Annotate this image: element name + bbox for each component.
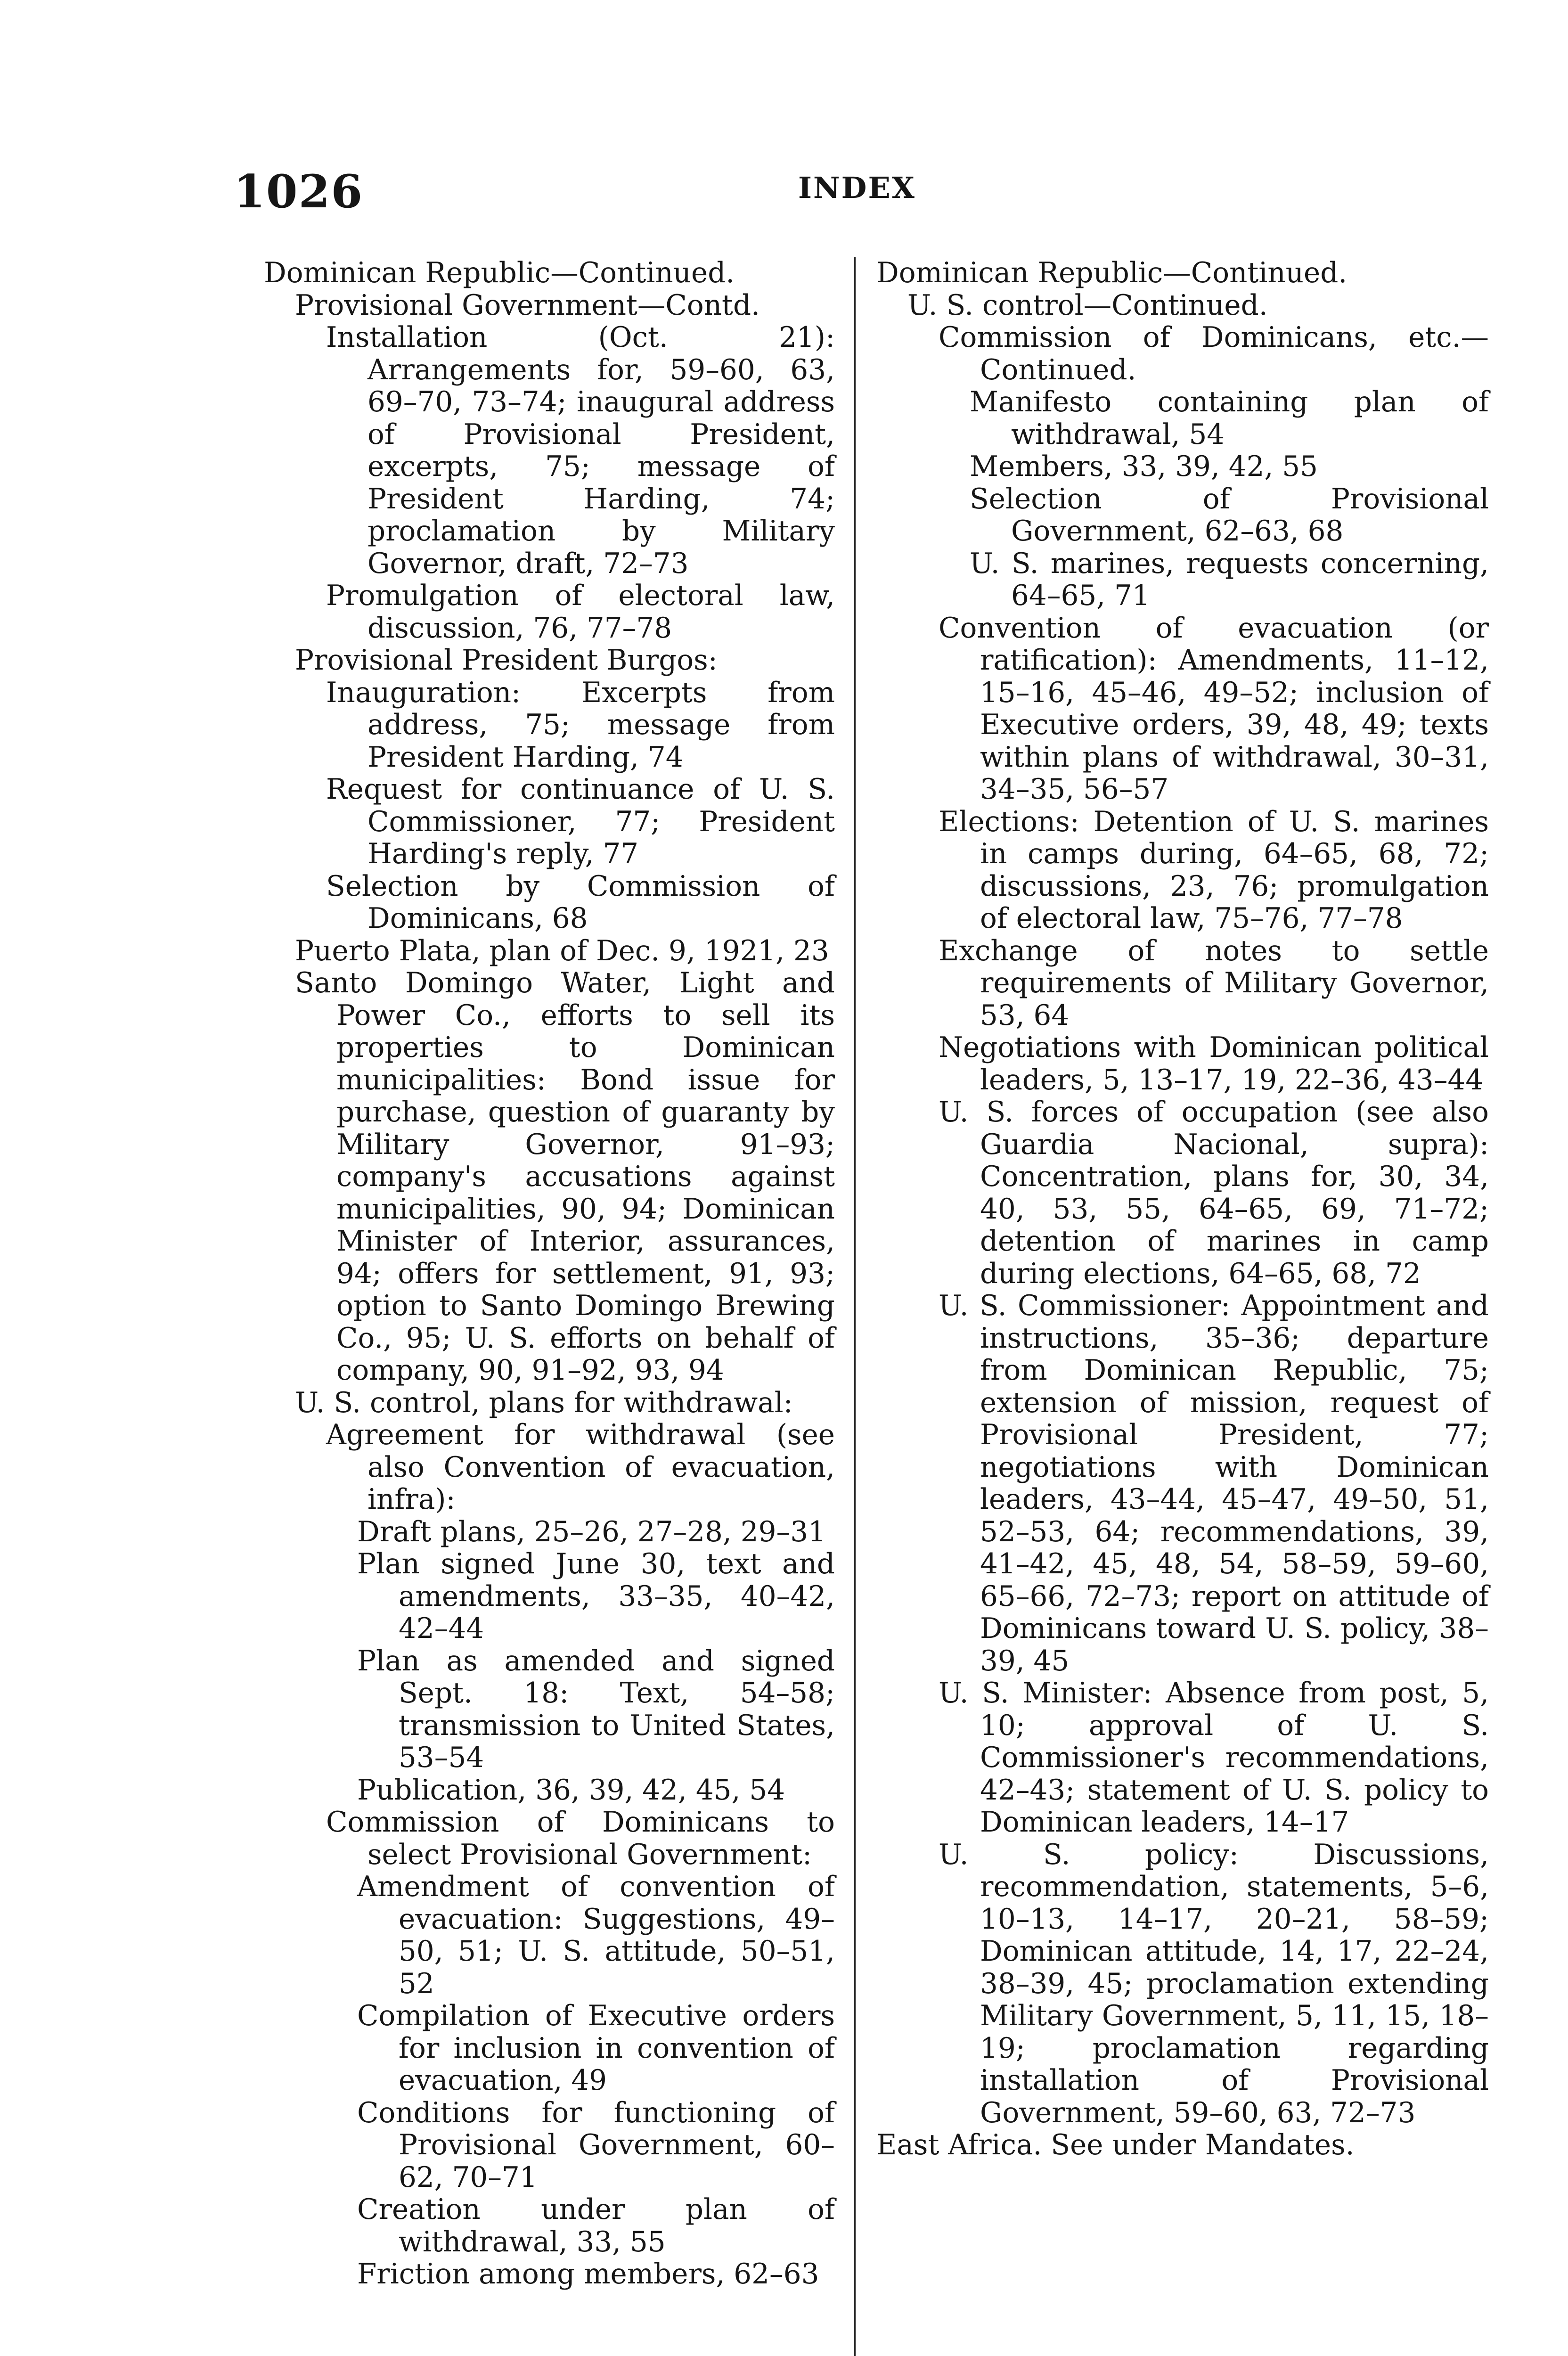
- index-entry: Dominican Republic—Continued.: [876, 257, 1348, 289]
- index-entry: Selection by Commission of Dominicans, 68: [326, 870, 835, 935]
- page-number: 1026: [234, 165, 364, 218]
- index-entry: Request for continuance of U. S. Commissioner, 77; President Harding's reply, 77: [326, 773, 835, 870]
- index-entry: Provisional President Burgos:: [295, 644, 718, 677]
- index-entry: U. S. policy: Discussions, recommendation, statements, 5–6, 10–13, 14–17, 20–21, 58–59; Dominican attitude, 14, 17, 22–24, 38–39, 45; proclamation extending Military Government, 5, 11, 15, 18–19; proclamation regarding installation of Provisional Government, 59–60, 63, 72–73: [939, 1838, 1489, 2129]
- index-entry: Creation under plan of withdrawal, 33, 55: [357, 2193, 835, 2258]
- index-entry: U. S. Minister: Absence from post, 5, 10; approval of U. S. Commissioner's recommendations, 42–43; statement of U. S. policy to Dominican leaders, 14–17: [939, 1677, 1489, 1839]
- index-entry: Selection of Provisional Government, 62–63, 68: [970, 483, 1489, 548]
- index-entry: East Africa. See under Mandates.: [876, 2129, 1355, 2161]
- index-entry: U. S. Commissioner: Appointment and instructions, 35–36; departure from Dominican Republic, 75; extension of mission, request of Provisional President, 77; negotiations with Dominican leaders, 43–44, 45–47, 49–50, 51, 52–53, 64; recommendations, 39, 41–42, 45, 48, 54, 58–59, 59–60, 65–66, 72–73; report on attitude of Dominicans toward U. S. policy, 38–39, 45: [939, 1290, 1489, 1677]
- index-entry: U. S. control, plans for withdrawal:: [295, 1386, 793, 1419]
- index-entry: Convention of evacuation (or ratification): Amendments, 11–12, 15–16, 45–46, 49–52; inclusion of Executive orders, 39, 48, 49; texts within plans of withdrawal, 30–31, 34–35, 56–57: [939, 612, 1489, 806]
- index-entry: U. S. forces of occupation (see also Guardia Nacional, supra): Concentration, plans for, 30, 34, 40, 53, 55, 64–65, 69, 71–72; detention of marines in camp during elections, 64–65, 68, 72: [939, 1096, 1489, 1290]
- index-entry: Puerto Plata, plan of Dec. 9, 1921, 23: [295, 934, 829, 967]
- index-entry: Commission of Dominicans, etc.—Continued.: [939, 321, 1489, 386]
- index-entry: Draft plans, 25–26, 27–28, 29–31: [357, 1515, 826, 1548]
- index-entry: Exchange of notes to settle requirements of Military Governor, 53, 64: [939, 934, 1489, 1032]
- index-entry: Conditions for functioning of Provisional Government, 60–62, 70–71: [357, 2096, 835, 2194]
- index-entry: Members, 33, 39, 42, 55: [970, 450, 1318, 483]
- index-entry: Friction among members, 62–63: [357, 2258, 819, 2291]
- index-entry: Compilation of Executive orders for inclusion in convention of evacuation, 49: [357, 2000, 835, 2097]
- index-entry: Commission of Dominicans to select Provisional Government:: [326, 1806, 835, 1871]
- index-entry: Publication, 36, 39, 42, 45, 54: [357, 1774, 785, 1807]
- index-entry: Promulgation of electoral law, discussion, 76, 77–78: [326, 580, 835, 645]
- column-divider: [854, 257, 856, 2356]
- index-entry: Inauguration: Excerpts from address, 75; message from President Harding, 74: [326, 676, 835, 774]
- page-title: INDEX: [798, 171, 916, 205]
- index-entry: Amendment of convention of evacuation: Suggestions, 49–50, 51; U. S. attitude, 50–51, 52: [357, 1871, 835, 2000]
- index-entry: Elections: Detention of U. S. marines in camps during, 64–65, 68, 72; discussions, 23, 76; promulgation of electoral law, 75–76, 77–78: [939, 805, 1489, 935]
- index-entry: U. S. marines, requests concerning, 64–65, 71: [970, 547, 1489, 612]
- index-entry: Plan as amended and signed Sept. 18: Text, 54–58; transmission to United States, 53–54: [357, 1644, 835, 1774]
- left-column: [264, 257, 835, 2291]
- index-entry: Agreement for withdrawal (see also Convention of evacuation, infra):: [326, 1419, 835, 1516]
- index-entry: Dominican Republic—Continued.: [264, 257, 735, 289]
- index-entry: U. S. control—Continued.: [907, 289, 1268, 322]
- index-entry: Santo Domingo Water, Light and Power Co., efforts to sell its properties to Dominican municipalities: Bond issue for purchase, question of guaranty by Military Governor, 91–93; company's accusations against municipalities, 90, 94; Dominican Minister of Interior, assurances, 94; offers for settlement, 91, 93; option to Santo Domingo Brewing Co., 95; U. S. efforts on behalf of company, 90, 91–92, 93, 94: [295, 967, 835, 1387]
- index-entry: Provisional Government—Contd.: [295, 289, 760, 322]
- right-column: [876, 257, 1489, 2162]
- index-entry: Manifesto containing plan of withdrawal, 54: [970, 386, 1489, 451]
- index-entry: Installation (Oct. 21): Arrangements for, 59–60, 63, 69–70, 73–74; inaugural address of Provisional President, excerpts, 75; message of President Harding, 74; proclamation by Military Governor, draft, 72–73: [326, 321, 835, 580]
- index-entry: Plan signed June 30, text and amendments, 33–35, 40–42, 42–44: [357, 1548, 835, 1645]
- index-entry: Negotiations with Dominican political leaders, 5, 13–17, 19, 22–36, 43–44: [939, 1031, 1489, 1096]
